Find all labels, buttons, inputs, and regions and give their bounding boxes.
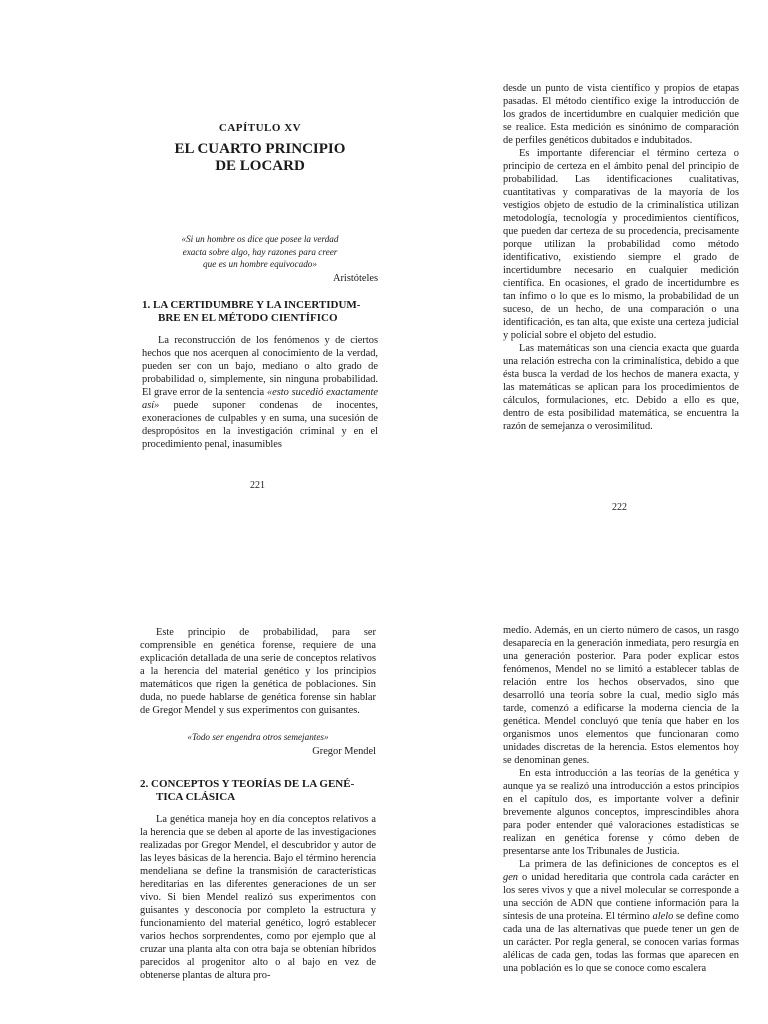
chapter-title: EL CUARTO PRINCIPIO DE LOCARD	[174, 141, 346, 174]
section-heading-2	[140, 778, 376, 804]
paragraph: medio. Además, en un cierto número de casos, un rasgo desaparecía en la generación inmediata, pero resurgía en una generación posterior. Para poder explicar estos fenómenos, Mendel no se limitó a establecer tablas de relación entre los hechos observados, sino que desarrolló una teoría sobre la cual, medio siglo más tarde, comenzó a edificarse la moderna ciencia de la genética. Mendel concluyó que tenía que haber en los organismos unos elementos que funcionaran como unidades discretas de la herencia. Estos elementos hoy se denominan genes.	[503, 625, 739, 766]
section-heading-1-line1: 1. LA CERTIDUMBRE Y LA INCERTIDUM-	[142, 298, 361, 311]
paragraph-text: La primera de las definiciones de conceptos es el	[519, 859, 739, 870]
chapter-label: CAPÍTULO XV	[218, 122, 302, 134]
section-heading-1	[142, 299, 378, 325]
paragraph: Este principio de probabilidad, para ser comprensible en genética forense, requiere de una explicación detallada de una serie de conceptos relativos a la herencia del material genético y los principios matemáticos que rigen la genética de poblaciones. Sin duda, no puede hablarse de genética forense sin hablar de Gregor Mendel y sus experimentos con guisantes.	[140, 627, 376, 716]
epigraph-aristoteles: «Si un hombre os dice que posee la verdad exacta sobre algo, hay razones para creer que es un hombre equivocado»	[181, 234, 339, 269]
paragraph	[503, 858, 739, 975]
epigraph-mendel: «Todo ser engendra otros semejantes»	[187, 732, 329, 742]
paragraph: Es importante diferenciar el término certeza o principio de certeza en el ámbito penal del principio de probabilidad. Las identificaciones cualitativas, cuantitativas y comparativas de la mayoría de los vestigios objeto de estudio de la criminalística utilizan metodología, tecnología y procedimientos científicos, que pueden dar certeza de su procedencia, precisamente porque utilizan la probabilidad como método identificativo, existiendo siempre el grado de incertidumbre necesario en cualquier medición científica. En ocasiones, el grado de incertidumbre es tan ínfimo o lo que es lo mismo, la probabilidad de un suceso, de un hecho, de una comparación o una identificación, es tan alta, que existe una certeza judicial y policial sobre el objeto del estudio.	[503, 148, 739, 341]
paragraph-text: La reconstrucción de los fenómenos y de ciertos hechos que nos acerquen al conocimiento de la verdad, pueden ser con un bajo, mediano o alto grado de probabilidad o, simplemente, sin ninguna probabilidad. El grave error de la sentencia	[142, 334, 378, 398]
paragraph-text: o unidad hereditaria que controla cada carácter en los seres vivos y que a nivel molecular se corresponde a una sección de ADN que contiene información para la síntesis de una proteína. El término	[503, 872, 739, 922]
page-number-221: 221	[250, 480, 265, 491]
paragraph: La genética maneja hoy en día conceptos relativos a la herencia que se deben al aporte de las investigaciones realizadas por Gregor Mendel, el descubridor y autor de las leyes básicas de la herencia. Bajo el término herencia mendeliana se define la transmisión de características hereditarias en las diferentes generaciones de un ser vivo. Si bien Mendel realizó sus experimentos con guisantes y desconocía por completo la estructura y funcionamiento del material genético, logró establecer varios hechos sorprendentes, como por ejemplo que al cruzar una planta alta con otra baja se obtenían híbridos parecidos al progenitor alto o al bajo en vez de obtenerse plantas de altura pro-	[140, 813, 376, 981]
term-alelo: alelo	[652, 911, 674, 922]
paragraph	[142, 334, 378, 451]
page-222	[503, 82, 739, 433]
paragraph-text: se define como cada una de las alternativas que puede tener un gen de un carácter. Por regla general, se conocen varias formas alélicas de cada gen, todas las formas que aparecen en una población es lo que se conoce como escalera	[503, 911, 739, 974]
paragraph: desde un punto de vista científico y propios de etapas pasadas. El método científico exige la introducción de los grados de incertidumbre en cualquier medición que se realice. Esta medición es sinónimo de comparación de perfiles genéticos dubitados e indubitados.	[503, 83, 739, 146]
paragraph-quote: «esto sucedió exactamente así»	[142, 386, 379, 411]
page-bottom-right	[503, 624, 739, 975]
epigraph-author: Gregor Mendel	[312, 745, 376, 757]
page-bottom-left	[140, 626, 376, 982]
paragraph: En esta introducción a las teorías de la genética y aunque ya se realizó una introducción a estos principios en el capítulo dos, es importante volver a definir brevemente algunos conceptos, imprescindibles ahora para poder entender qué valoraciones estadísticas se realizan en genética forense y cómo deben de presentarse ante los Tribunales de Justicia.	[503, 768, 739, 857]
section-heading-2-line2: TICA CLÁSICA	[156, 790, 236, 803]
page-221	[142, 122, 378, 451]
term-gen: gen	[503, 872, 519, 883]
paragraph-text: puede suponer condenas de inocentes, exoneraciones de culpables y en suma, una sucesión de despropósitos en la investigación criminal y en el procedimiento penal, inasumibles	[142, 399, 378, 450]
paragraph: Las matemáticas son una ciencia exacta que guarda una relación estrecha con la criminalística, debido a que ésta busca la verdad de los hechos de manera exacta, y las matemáticas se aplican para los procedimientos de cálculos, formulaciones, etc. Debido a ello es que, dentro de esta posibilidad matemática, se encuentra la razón de semejanza o verosimilitud.	[503, 343, 739, 432]
section-heading-1-line2: BRE EN EL MÉTODO CIENTÍFICO	[158, 311, 338, 324]
epigraph-author: Aristóteles	[332, 272, 378, 284]
page-number-222: 222	[612, 502, 627, 513]
section-heading-2-line1: 2. CONCEPTOS Y TEORÍAS DE LA GENÉ-	[140, 777, 355, 790]
